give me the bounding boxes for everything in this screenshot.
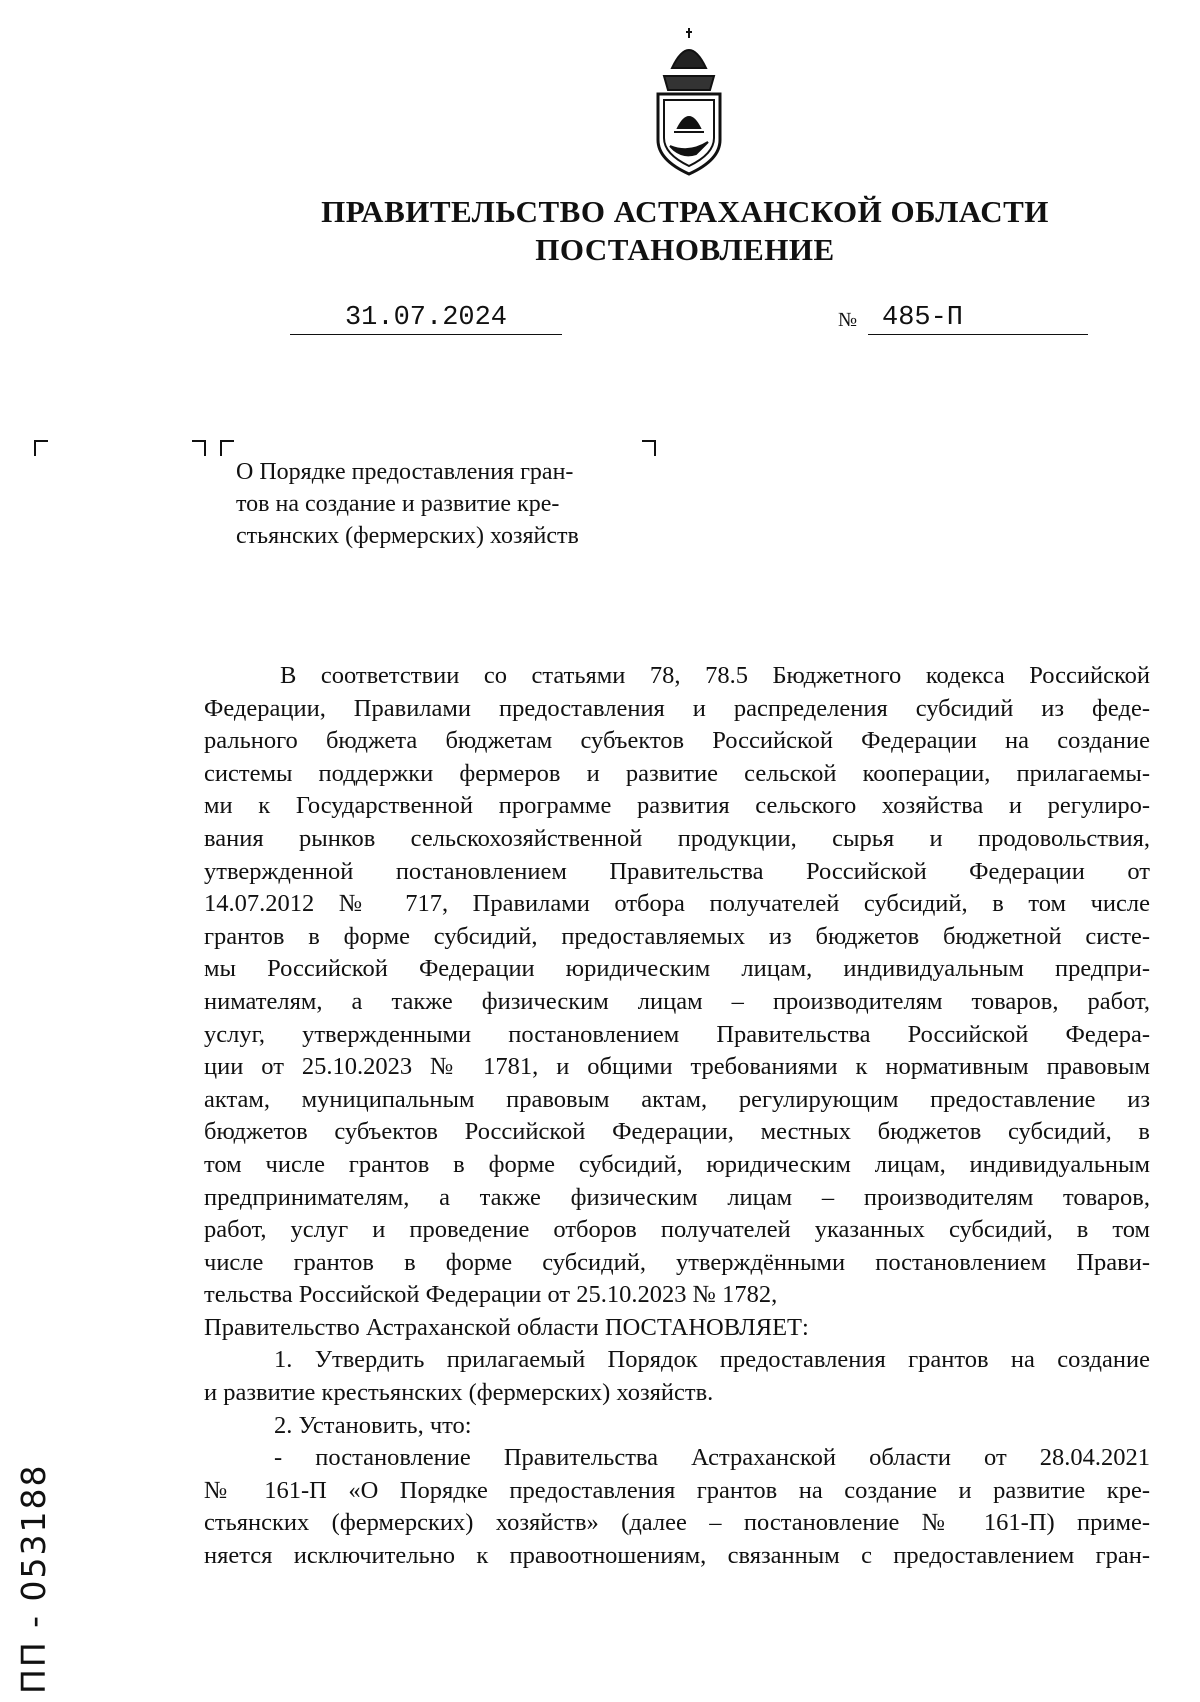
item-1-line: 1. Утвердить прилагаемый Порядок предоставления грантов на создание xyxy=(274,1346,1150,1374)
text-line: услуг, утвержденными постановлением Правительства Российской Федера- xyxy=(204,1020,1150,1048)
text-line: ми к Государственной программе развития сельского хозяйства и регулиро- xyxy=(204,792,1150,820)
corner-mark xyxy=(642,440,656,456)
text-line: актам, муниципальным правовым актам, регулирующим предоставление из xyxy=(204,1085,1150,1113)
doc-type-title: ПОСТАНОВЛЕНИЕ xyxy=(535,232,835,267)
item-2-sub-line: стьянских (фермерских) хозяйств» (далее – постановление № 161-П) приме- xyxy=(204,1509,1150,1537)
resolution-line: Правительство Астраханской области ПОСТАНОВЛЯЕТ: xyxy=(204,1313,809,1341)
subject-line: О Порядке предоставления гран- xyxy=(236,459,574,485)
number-label: № xyxy=(838,309,858,331)
corner-mark xyxy=(192,440,206,456)
text-line: Федерации, Правилами предоставления и распределения субсидий из феде- xyxy=(204,694,1150,722)
text-line: бюджетов субъектов Российской Федерации, местных бюджетов субсидий, в xyxy=(204,1118,1150,1146)
text-line: том числе грантов в форме субсидий, юридическим лицам, индивидуальным xyxy=(204,1150,1150,1178)
text-line: мы Российской Федерации юридическим лицам, индивидуальным предпри- xyxy=(204,955,1150,983)
document-body xyxy=(204,660,1150,1573)
text-line: числе грантов в форме субсидий, утверждёнными постановлением Прави- xyxy=(204,1248,1150,1276)
text-line: системы поддержки фермеров и развитие сельской кооперации, прилагаемы- xyxy=(204,759,1150,787)
text-line: В соответствии со статьями 78, 78.5 Бюджетного кодекса Российской xyxy=(280,662,1150,689)
item-2-sub-line: няется исключительно к правоотношениям, связанным с предоставлением гран- xyxy=(204,1542,1150,1570)
item-2-line: 2. Установить, что: xyxy=(274,1411,472,1439)
text-line: тельства Российской Федерации от 25.10.2023 № 1782, xyxy=(204,1281,778,1309)
text-line: нимателям, а также физическим лицам – производителям товаров, работ, xyxy=(204,987,1150,1015)
item-2-sub-line: № 161-П «О Порядке предоставления грантов на создание и развитие кре- xyxy=(204,1476,1150,1504)
corner-mark xyxy=(34,440,48,456)
text-line: рального бюджета бюджетам субъектов Российской Федерации на создание xyxy=(204,727,1150,755)
document-date: 31.07.2024 xyxy=(290,302,562,335)
text-line: ции от 25.10.2023 № 1781, и общими требованиями к нормативным правовым xyxy=(204,1053,1150,1081)
subject-line: тов на создание и развитие кре- xyxy=(236,491,560,517)
document-number: 485-П xyxy=(868,302,1088,335)
text-line: предпринимателям, а также физическим лицам – производителям товаров, xyxy=(204,1183,1150,1211)
text-line: работ, услуг и проведение отборов получателей указанных субсидий, в том xyxy=(204,1216,1150,1244)
item-2-sub-line: - постановление Правительства Астраханской области от 28.04.2021 xyxy=(274,1444,1150,1472)
side-registration-stamp: ПП - 053188 xyxy=(14,1463,53,1694)
text-line: 14.07.2012 № 717, Правилами отбора получателей субсидий, в том числе xyxy=(204,890,1150,918)
document-subject xyxy=(236,456,656,552)
subject-line: стьянских (фермерских) хозяйств xyxy=(236,523,579,549)
item-1-line: и развитие крестьянских (фермерских) хозяйств. xyxy=(204,1379,714,1407)
authority-title: ПРАВИТЕЛЬСТВО АСТРАХАНСКОЙ ОБЛАСТИ xyxy=(321,194,1049,229)
text-line: вания рынков сельскохозяйственной продукции, сырья и продовольствия, xyxy=(204,824,1150,852)
text-line: грантов в форме субсидий, предоставляемых из бюджетов бюджетной систе- xyxy=(204,922,1150,950)
corner-mark xyxy=(220,440,234,456)
astrakhan-coat-of-arms-icon xyxy=(644,28,734,178)
text-line: утвержденной постановлением Правительства Российской Федерации от xyxy=(204,857,1150,885)
